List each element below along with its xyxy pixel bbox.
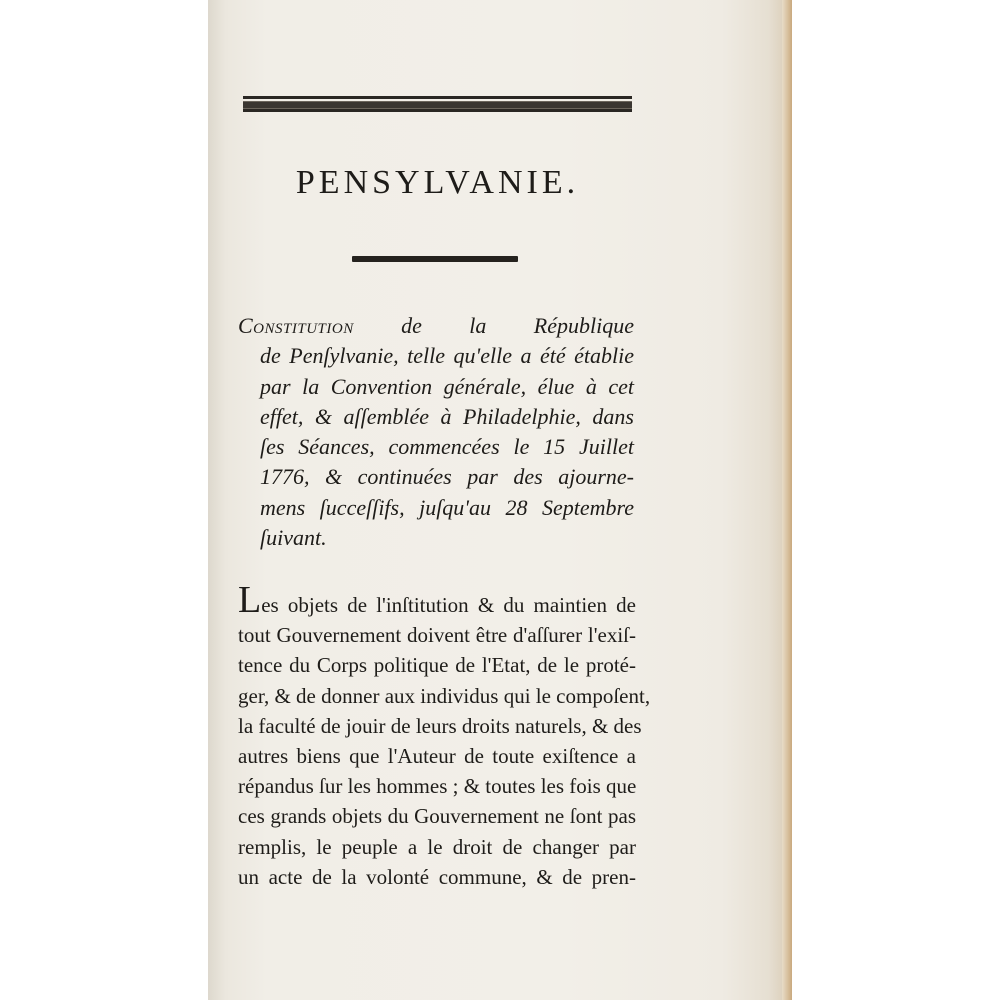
drop-cap: L xyxy=(238,579,262,621)
body-paragraph xyxy=(238,579,651,892)
preamble-line: ſuivant. xyxy=(260,525,327,551)
body-line: autres biens que l'Auteur de toute exiſtence a xyxy=(238,744,636,769)
body-line: tout Gouvernement doivent être d'aſſurer l'exiſ- xyxy=(238,623,636,648)
ornamental-rule-top xyxy=(243,96,632,112)
preamble-line: Constitution de la République xyxy=(238,313,634,338)
preamble-line: effet, & aſſemblée à Philadelphie, dans xyxy=(260,403,634,429)
preamble-lead: Constitution xyxy=(238,313,354,338)
preamble-line: de Penſylvanie, telle qu'elle a été établie xyxy=(260,343,634,369)
body-line: tence du Corps politique de l'Etat, de le proté- xyxy=(238,653,636,678)
body-line: ger, & de donner aux individus qui le compoſent, xyxy=(238,683,651,708)
body-line: la faculté de jouir de leurs droits naturels, & des xyxy=(238,713,642,738)
body-line: répandus ſur les hommes ; & toutes les fois que xyxy=(238,774,637,799)
body-line: ces grands objets du Gouvernement ne ſont pas xyxy=(238,804,636,829)
body-line: remplis, le peuple a le droit de changer par xyxy=(238,834,636,859)
preamble-line: 1776, & continuées par des ajourne- xyxy=(260,464,634,490)
preamble-line: ſes Séances, commencées le 15 Juillet xyxy=(260,434,634,460)
book-page xyxy=(208,0,792,1000)
ornamental-rule-short xyxy=(352,256,518,262)
page-edge xyxy=(782,0,792,1000)
preamble-line: par la Convention générale, élue à cet xyxy=(260,373,634,399)
preamble-line: mens ſucceſſifs, juſqu'au 28 Septembre xyxy=(260,494,634,520)
body-line: Les objets de l'inſtitution & du maintien de xyxy=(238,579,636,621)
page-title: PENSYLVANIE. xyxy=(295,164,580,201)
body-line: un acte de la volonté commune, & de pren- xyxy=(238,864,636,889)
constitution-preamble xyxy=(238,311,634,553)
